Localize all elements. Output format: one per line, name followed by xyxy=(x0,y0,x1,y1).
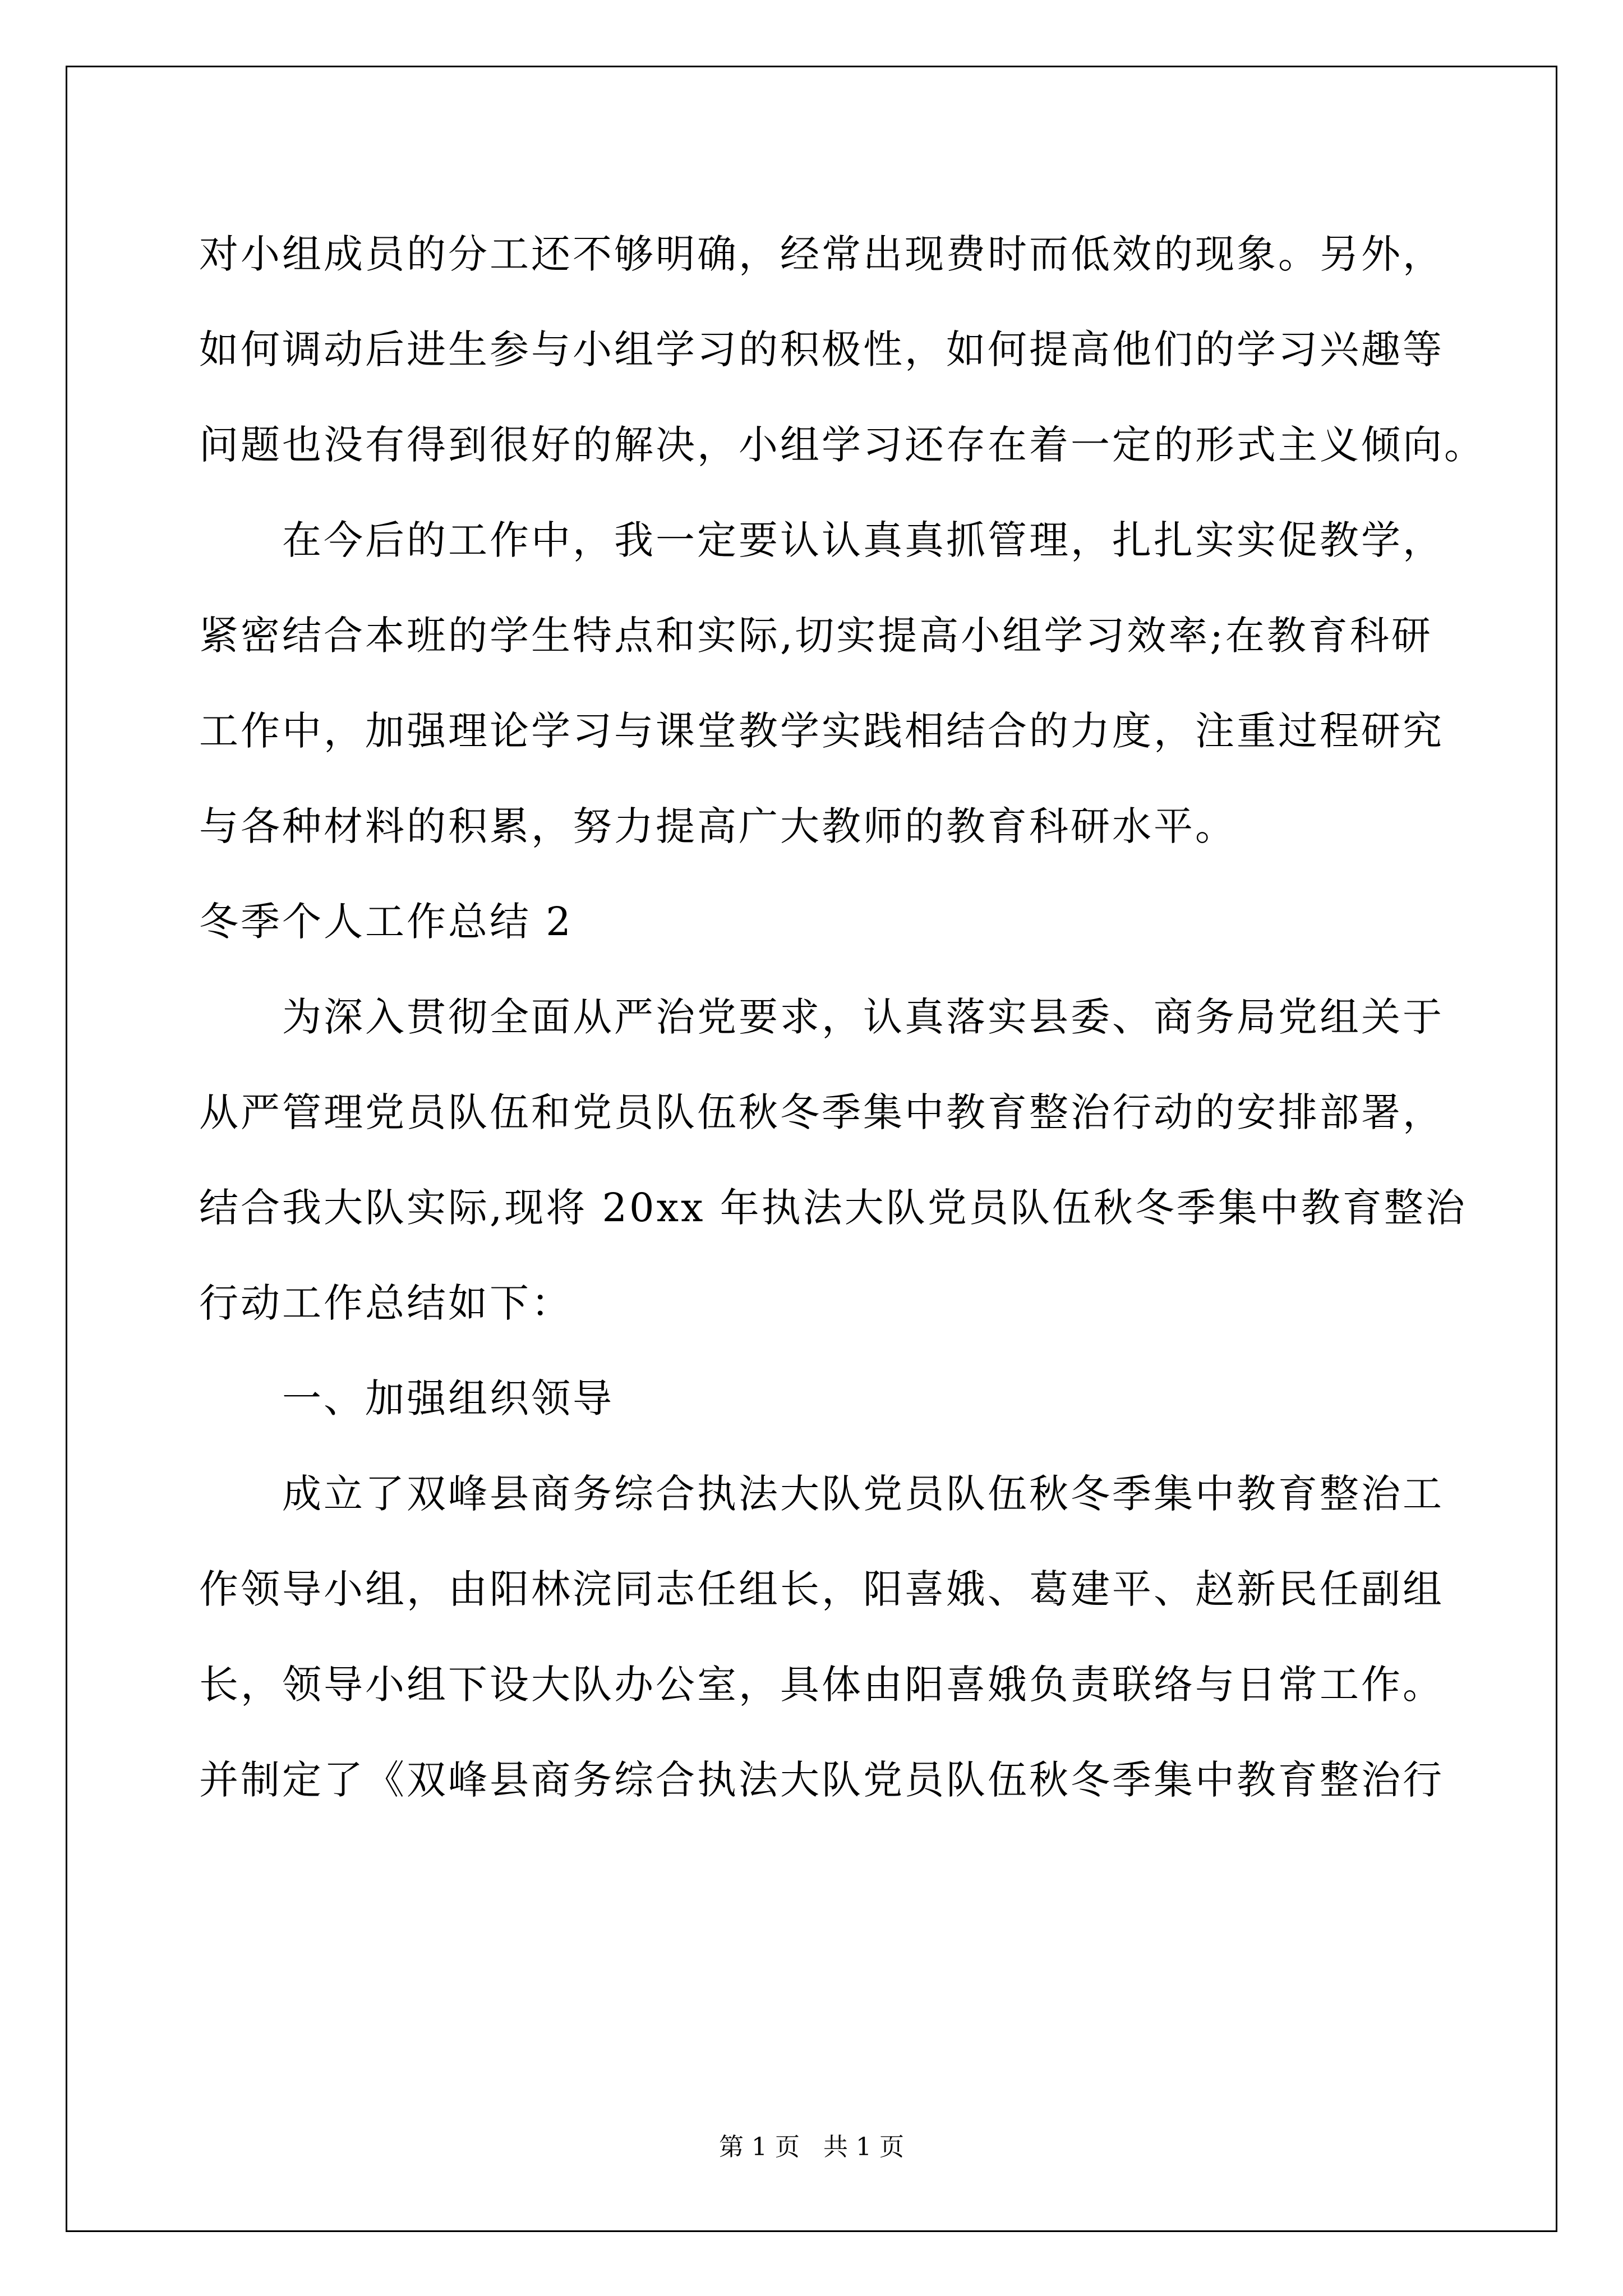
page-number-footer: 第 1 页 共 1 页 xyxy=(719,2133,904,2161)
text-line: 成立了双峰县商务综合执法大队党员队伍秋冬季集中教育整治工 xyxy=(282,1471,1444,1517)
text-line: 行动工作总结如下： xyxy=(199,1280,573,1326)
text-line: 作领导小组，由阳林浣同志任组长，阳喜娥、葛建平、赵新民任副组 xyxy=(199,1566,1444,1612)
text-line: 紧密结合本班的学生特点和实际,切实提高小组学习效率;在教育科研 xyxy=(199,613,1433,659)
text-line: 为深入贯彻全面从严治党要求，认真落实县委、商务局党组关于 xyxy=(282,994,1444,1040)
text-line: 对小组成员的分工还不够明确，经常出现费时而低效的现象。另外， xyxy=(199,231,1444,277)
text-line: 从严管理党员队伍和党员队伍秋冬季集中教育整治行动的安排部署， xyxy=(199,1089,1444,1135)
page-border xyxy=(66,66,1557,2232)
text-line: 在今后的工作中，我一定要认认真真抓管理，扎扎实实促教学， xyxy=(282,517,1444,563)
text-line: 与各种材料的积累，努力提高广大教师的教育科研水平。 xyxy=(199,803,1237,849)
text-line: 如何调动后进生参与小组学习的积极性，如何提高他们的学习兴趣等 xyxy=(199,326,1444,372)
text-line: 问题也没有得到很好的解决，小组学习还存在着一定的形式主义倾向。 xyxy=(199,422,1486,468)
text-line: 工作中，加强理论学习与课堂教学实践相结合的力度，注重过程研究 xyxy=(199,708,1444,754)
text-line: 结合我大队实际,现将 20xx 年执法大队党员队伍秋冬季集中教育整治 xyxy=(199,1185,1467,1231)
text-line: 并制定了《双峰县商务综合执法大队党员队伍秋冬季集中教育整治行 xyxy=(199,1757,1444,1803)
subsection-heading: 一、加强组织领导 xyxy=(282,1375,614,1421)
text-line: 长，领导小组下设大队办公室，具体由阳喜娥负责联络与日常工作。 xyxy=(199,1662,1444,1708)
section-heading: 冬季个人工作总结 2 xyxy=(199,899,573,945)
